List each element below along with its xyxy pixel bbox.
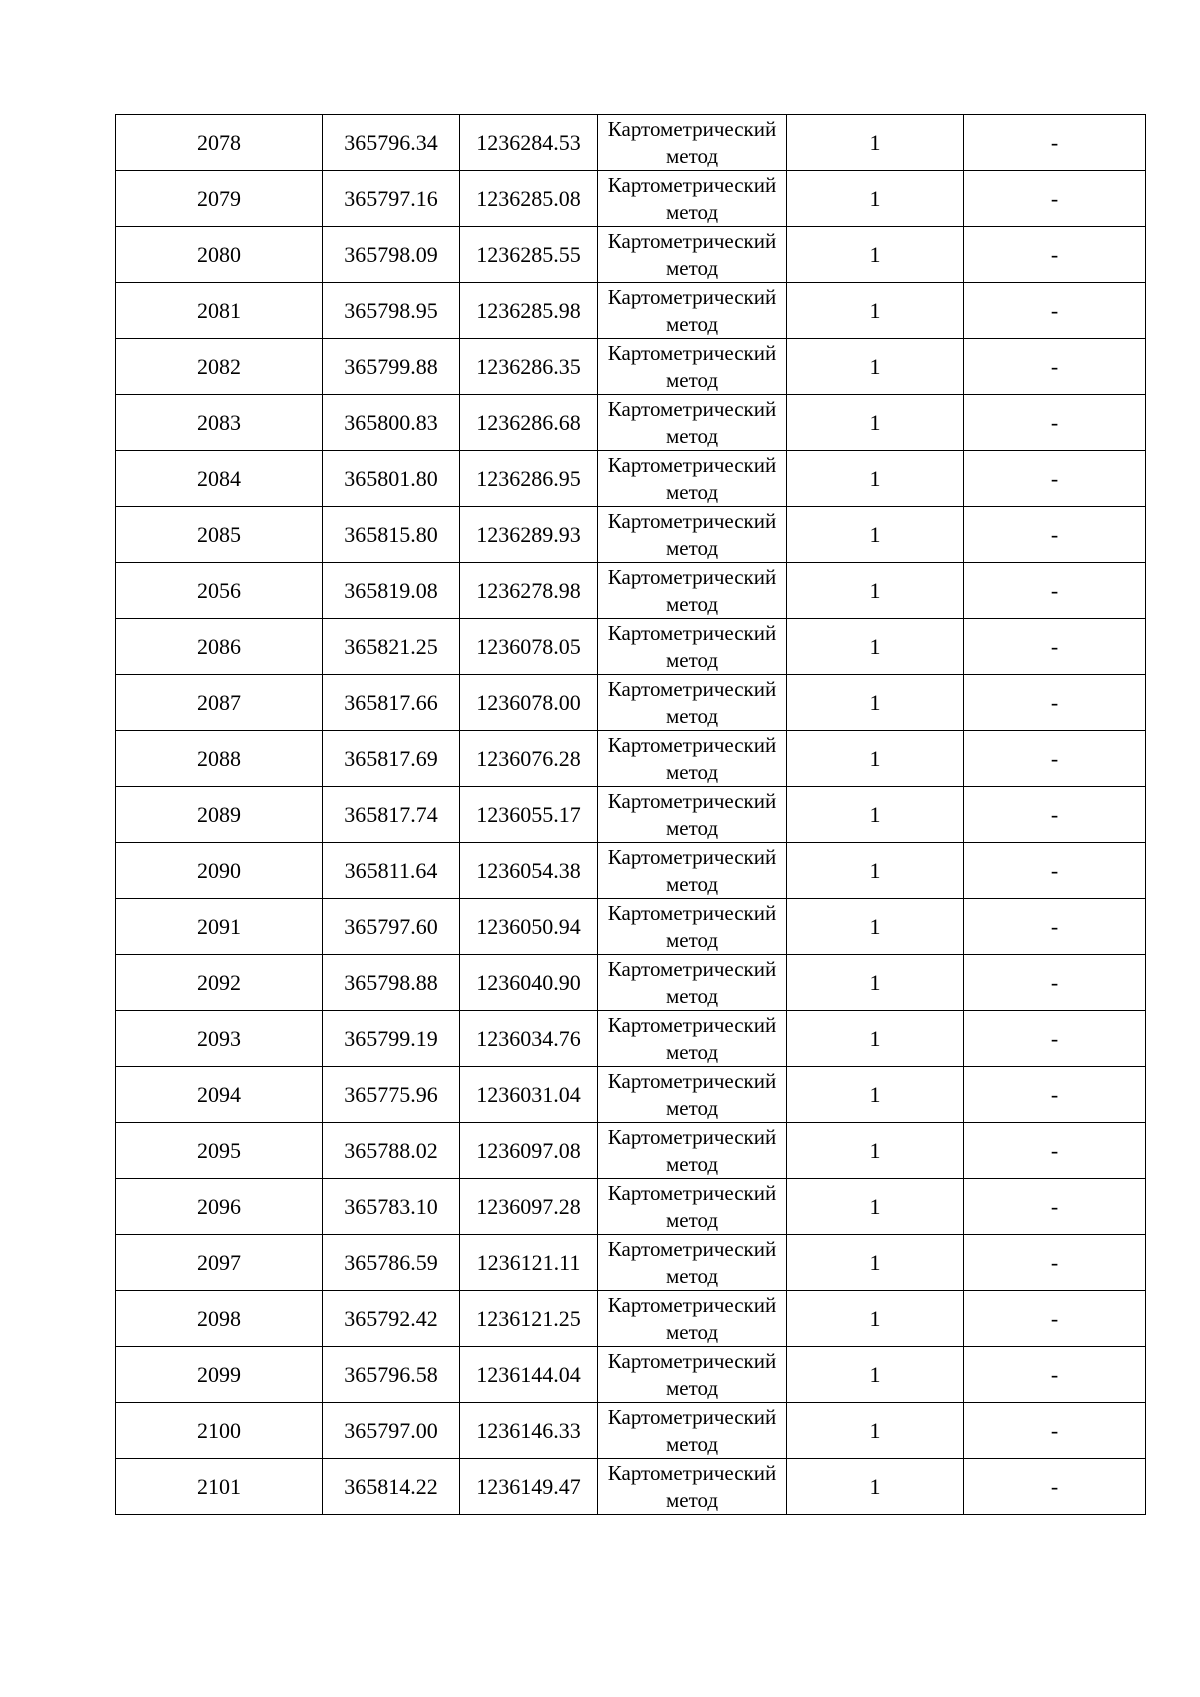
accuracy-cell: 1 (787, 787, 964, 843)
accuracy-cell: 1 (787, 1347, 964, 1403)
method-cell: Картометрический метод (598, 171, 787, 227)
accuracy-cell: 1 (787, 955, 964, 1011)
x-coordinate-cell: 365814.22 (323, 1459, 460, 1515)
x-coordinate-cell: 365815.80 (323, 507, 460, 563)
coordinates-table (115, 114, 1146, 1515)
description-cell: - (964, 1459, 1146, 1515)
y-coordinate-cell: 1236097.28 (460, 1179, 598, 1235)
point-number-cell: 2086 (116, 619, 323, 675)
point-number-cell: 2097 (116, 1235, 323, 1291)
method-cell: Картометрический метод (598, 899, 787, 955)
table-row (116, 1011, 1146, 1067)
point-number-cell: 2089 (116, 787, 323, 843)
x-coordinate-cell: 365817.74 (323, 787, 460, 843)
x-coordinate-cell: 365811.64 (323, 843, 460, 899)
description-cell: - (964, 1011, 1146, 1067)
point-number-cell: 2099 (116, 1347, 323, 1403)
y-coordinate-cell: 1236050.94 (460, 899, 598, 955)
description-cell: - (964, 731, 1146, 787)
y-coordinate-cell: 1236278.98 (460, 563, 598, 619)
x-coordinate-cell: 365786.59 (323, 1235, 460, 1291)
table-row (116, 1123, 1146, 1179)
table-row (116, 1347, 1146, 1403)
table-row (116, 283, 1146, 339)
description-cell: - (964, 451, 1146, 507)
x-coordinate-cell: 365817.66 (323, 675, 460, 731)
point-number-cell: 2101 (116, 1459, 323, 1515)
method-cell: Картометрический метод (598, 843, 787, 899)
y-coordinate-cell: 1236040.90 (460, 955, 598, 1011)
accuracy-cell: 1 (787, 1459, 964, 1515)
method-cell: Картометрический метод (598, 1067, 787, 1123)
y-coordinate-cell: 1236286.35 (460, 339, 598, 395)
method-cell: Картометрический метод (598, 1403, 787, 1459)
y-coordinate-cell: 1236286.95 (460, 451, 598, 507)
x-coordinate-cell: 365796.34 (323, 115, 460, 171)
accuracy-cell: 1 (787, 115, 964, 171)
point-number-cell: 2095 (116, 1123, 323, 1179)
x-coordinate-cell: 365796.58 (323, 1347, 460, 1403)
accuracy-cell: 1 (787, 395, 964, 451)
point-number-cell: 2096 (116, 1179, 323, 1235)
y-coordinate-cell: 1236289.93 (460, 507, 598, 563)
description-cell: - (964, 227, 1146, 283)
y-coordinate-cell: 1236285.08 (460, 171, 598, 227)
description-cell: - (964, 507, 1146, 563)
point-number-cell: 2088 (116, 731, 323, 787)
table-row (116, 675, 1146, 731)
table-row (116, 1235, 1146, 1291)
x-coordinate-cell: 365783.10 (323, 1179, 460, 1235)
description-cell: - (964, 787, 1146, 843)
table-row (116, 227, 1146, 283)
accuracy-cell: 1 (787, 227, 964, 283)
description-cell: - (964, 955, 1146, 1011)
description-cell: - (964, 619, 1146, 675)
x-coordinate-cell: 365798.09 (323, 227, 460, 283)
description-cell: - (964, 1347, 1146, 1403)
x-coordinate-cell: 365801.80 (323, 451, 460, 507)
table-row (116, 619, 1146, 675)
y-coordinate-cell: 1236285.55 (460, 227, 598, 283)
accuracy-cell: 1 (787, 899, 964, 955)
point-number-cell: 2081 (116, 283, 323, 339)
table-row (116, 787, 1146, 843)
point-number-cell: 2092 (116, 955, 323, 1011)
y-coordinate-cell: 1236286.68 (460, 395, 598, 451)
x-coordinate-cell: 365775.96 (323, 1067, 460, 1123)
y-coordinate-cell: 1236144.04 (460, 1347, 598, 1403)
x-coordinate-cell: 365797.16 (323, 171, 460, 227)
x-coordinate-cell: 365798.88 (323, 955, 460, 1011)
table-row (116, 171, 1146, 227)
description-cell: - (964, 843, 1146, 899)
method-cell: Картометрический метод (598, 507, 787, 563)
description-cell: - (964, 171, 1146, 227)
y-coordinate-cell: 1236034.76 (460, 1011, 598, 1067)
y-coordinate-cell: 1236121.11 (460, 1235, 598, 1291)
table-row (116, 1179, 1146, 1235)
accuracy-cell: 1 (787, 563, 964, 619)
point-number-cell: 2079 (116, 171, 323, 227)
point-number-cell: 2080 (116, 227, 323, 283)
accuracy-cell: 1 (787, 339, 964, 395)
table-row (116, 507, 1146, 563)
table-row (116, 395, 1146, 451)
point-number-cell: 2087 (116, 675, 323, 731)
point-number-cell: 2085 (116, 507, 323, 563)
accuracy-cell: 1 (787, 1067, 964, 1123)
method-cell: Картометрический метод (598, 1291, 787, 1347)
accuracy-cell: 1 (787, 675, 964, 731)
description-cell: - (964, 1067, 1146, 1123)
accuracy-cell: 1 (787, 619, 964, 675)
table-row (116, 563, 1146, 619)
x-coordinate-cell: 365799.88 (323, 339, 460, 395)
table-row (116, 1291, 1146, 1347)
table-row (116, 1459, 1146, 1515)
description-cell: - (964, 899, 1146, 955)
method-cell: Картометрический метод (598, 1179, 787, 1235)
y-coordinate-cell: 1236054.38 (460, 843, 598, 899)
accuracy-cell: 1 (787, 1179, 964, 1235)
method-cell: Картометрический метод (598, 339, 787, 395)
method-cell: Картометрический метод (598, 563, 787, 619)
method-cell: Картометрический метод (598, 619, 787, 675)
method-cell: Картометрический метод (598, 1347, 787, 1403)
description-cell: - (964, 675, 1146, 731)
point-number-cell: 2056 (116, 563, 323, 619)
description-cell: - (964, 1235, 1146, 1291)
method-cell: Картометрический метод (598, 955, 787, 1011)
point-number-cell: 2084 (116, 451, 323, 507)
description-cell: - (964, 1123, 1146, 1179)
description-cell: - (964, 563, 1146, 619)
y-coordinate-cell: 1236149.47 (460, 1459, 598, 1515)
accuracy-cell: 1 (787, 507, 964, 563)
coordinates-table-body (116, 115, 1146, 1515)
x-coordinate-cell: 365788.02 (323, 1123, 460, 1179)
method-cell: Картометрический метод (598, 283, 787, 339)
accuracy-cell: 1 (787, 731, 964, 787)
description-cell: - (964, 339, 1146, 395)
y-coordinate-cell: 1236031.04 (460, 1067, 598, 1123)
method-cell: Картометрический метод (598, 227, 787, 283)
point-number-cell: 2100 (116, 1403, 323, 1459)
point-number-cell: 2093 (116, 1011, 323, 1067)
point-number-cell: 2094 (116, 1067, 323, 1123)
method-cell: Картометрический метод (598, 451, 787, 507)
x-coordinate-cell: 365798.95 (323, 283, 460, 339)
description-cell: - (964, 283, 1146, 339)
y-coordinate-cell: 1236055.17 (460, 787, 598, 843)
table-row (116, 1067, 1146, 1123)
description-cell: - (964, 1403, 1146, 1459)
description-cell: - (964, 1179, 1146, 1235)
accuracy-cell: 1 (787, 1235, 964, 1291)
x-coordinate-cell: 365800.83 (323, 395, 460, 451)
table-row (116, 955, 1146, 1011)
method-cell: Картометрический метод (598, 675, 787, 731)
method-cell: Картометрический метод (598, 1011, 787, 1067)
method-cell: Картометрический метод (598, 1459, 787, 1515)
y-coordinate-cell: 1236285.98 (460, 283, 598, 339)
accuracy-cell: 1 (787, 1403, 964, 1459)
accuracy-cell: 1 (787, 451, 964, 507)
table-row (116, 451, 1146, 507)
method-cell: Картометрический метод (598, 787, 787, 843)
description-cell: - (964, 395, 1146, 451)
method-cell: Картометрический метод (598, 1235, 787, 1291)
table-row (116, 115, 1146, 171)
point-number-cell: 2091 (116, 899, 323, 955)
method-cell: Картометрический метод (598, 731, 787, 787)
point-number-cell: 2090 (116, 843, 323, 899)
method-cell: Картометрический метод (598, 115, 787, 171)
y-coordinate-cell: 1236097.08 (460, 1123, 598, 1179)
y-coordinate-cell: 1236284.53 (460, 115, 598, 171)
x-coordinate-cell: 365792.42 (323, 1291, 460, 1347)
accuracy-cell: 1 (787, 283, 964, 339)
x-coordinate-cell: 365819.08 (323, 563, 460, 619)
accuracy-cell: 1 (787, 1123, 964, 1179)
x-coordinate-cell: 365821.25 (323, 619, 460, 675)
x-coordinate-cell: 365797.00 (323, 1403, 460, 1459)
y-coordinate-cell: 1236078.05 (460, 619, 598, 675)
table-row (116, 339, 1146, 395)
method-cell: Картометрический метод (598, 1123, 787, 1179)
description-cell: - (964, 115, 1146, 171)
x-coordinate-cell: 365799.19 (323, 1011, 460, 1067)
description-cell: - (964, 1291, 1146, 1347)
y-coordinate-cell: 1236121.25 (460, 1291, 598, 1347)
y-coordinate-cell: 1236076.28 (460, 731, 598, 787)
table-row (116, 731, 1146, 787)
accuracy-cell: 1 (787, 171, 964, 227)
method-cell: Картометрический метод (598, 395, 787, 451)
table-row (116, 899, 1146, 955)
point-number-cell: 2078 (116, 115, 323, 171)
accuracy-cell: 1 (787, 1291, 964, 1347)
y-coordinate-cell: 1236146.33 (460, 1403, 598, 1459)
y-coordinate-cell: 1236078.00 (460, 675, 598, 731)
point-number-cell: 2082 (116, 339, 323, 395)
accuracy-cell: 1 (787, 843, 964, 899)
x-coordinate-cell: 365797.60 (323, 899, 460, 955)
x-coordinate-cell: 365817.69 (323, 731, 460, 787)
point-number-cell: 2098 (116, 1291, 323, 1347)
table-row (116, 1403, 1146, 1459)
table-row (116, 843, 1146, 899)
accuracy-cell: 1 (787, 1011, 964, 1067)
point-number-cell: 2083 (116, 395, 323, 451)
